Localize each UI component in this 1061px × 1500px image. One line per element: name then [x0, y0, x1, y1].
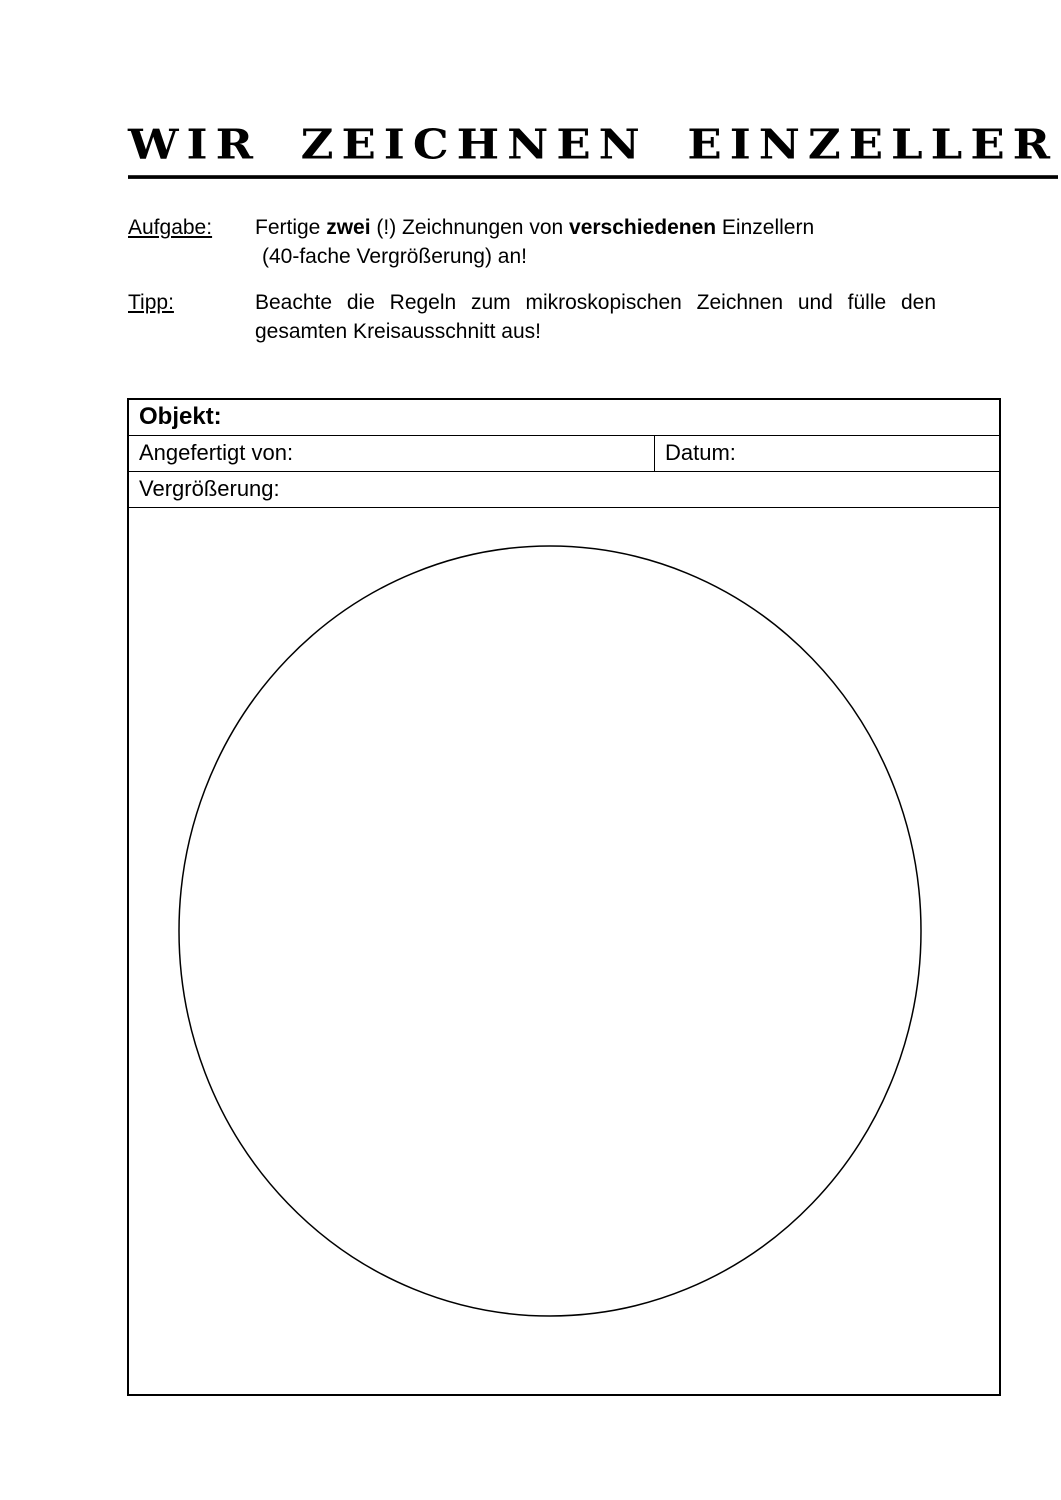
aufgabe-text	[255, 213, 945, 271]
drawing-area	[129, 508, 999, 1394]
aufgabe-section	[128, 213, 945, 271]
tipp-section	[128, 288, 936, 346]
page-title: WIR ZEICHNEN EINZELLER	[128, 120, 1058, 179]
datum-label: Datum:	[665, 440, 736, 465]
angefertigt-label: Angefertigt von:	[129, 436, 655, 471]
microscope-circle	[129, 508, 999, 1394]
aufgabe-line1	[255, 213, 945, 242]
aufgabe-part3: Einzellern	[716, 216, 815, 239]
aufgabe-bold2: verschiedenen	[569, 216, 717, 239]
objekt-label: Objekt:	[139, 403, 222, 430]
objekt-row	[129, 400, 999, 436]
aufgabe-part1: Fertige	[255, 216, 327, 239]
tipp-label-col	[128, 288, 255, 346]
vergroesserung-row	[129, 472, 999, 508]
author-date-row	[129, 436, 999, 472]
page-title-wrap	[128, 120, 1059, 184]
tipp-label: Tipp:	[128, 291, 174, 314]
vergroesserung-label: Vergrößerung:	[139, 476, 280, 501]
aufgabe-label: Aufgabe:	[128, 216, 213, 239]
aufgabe-part2: (!) Zeichnungen von	[370, 216, 570, 239]
tipp-text: Beachte die Regeln zum mikroskopischen Zeichnen und fülle den gesamten Kreisausschnitt aus!	[255, 291, 936, 343]
aufgabe-bold1: zwei	[326, 216, 371, 239]
aufgabe-line2: (40-fache Vergrößerung) an!	[262, 245, 527, 268]
aufgabe-label-col	[128, 213, 255, 271]
form-table	[127, 398, 1001, 1396]
